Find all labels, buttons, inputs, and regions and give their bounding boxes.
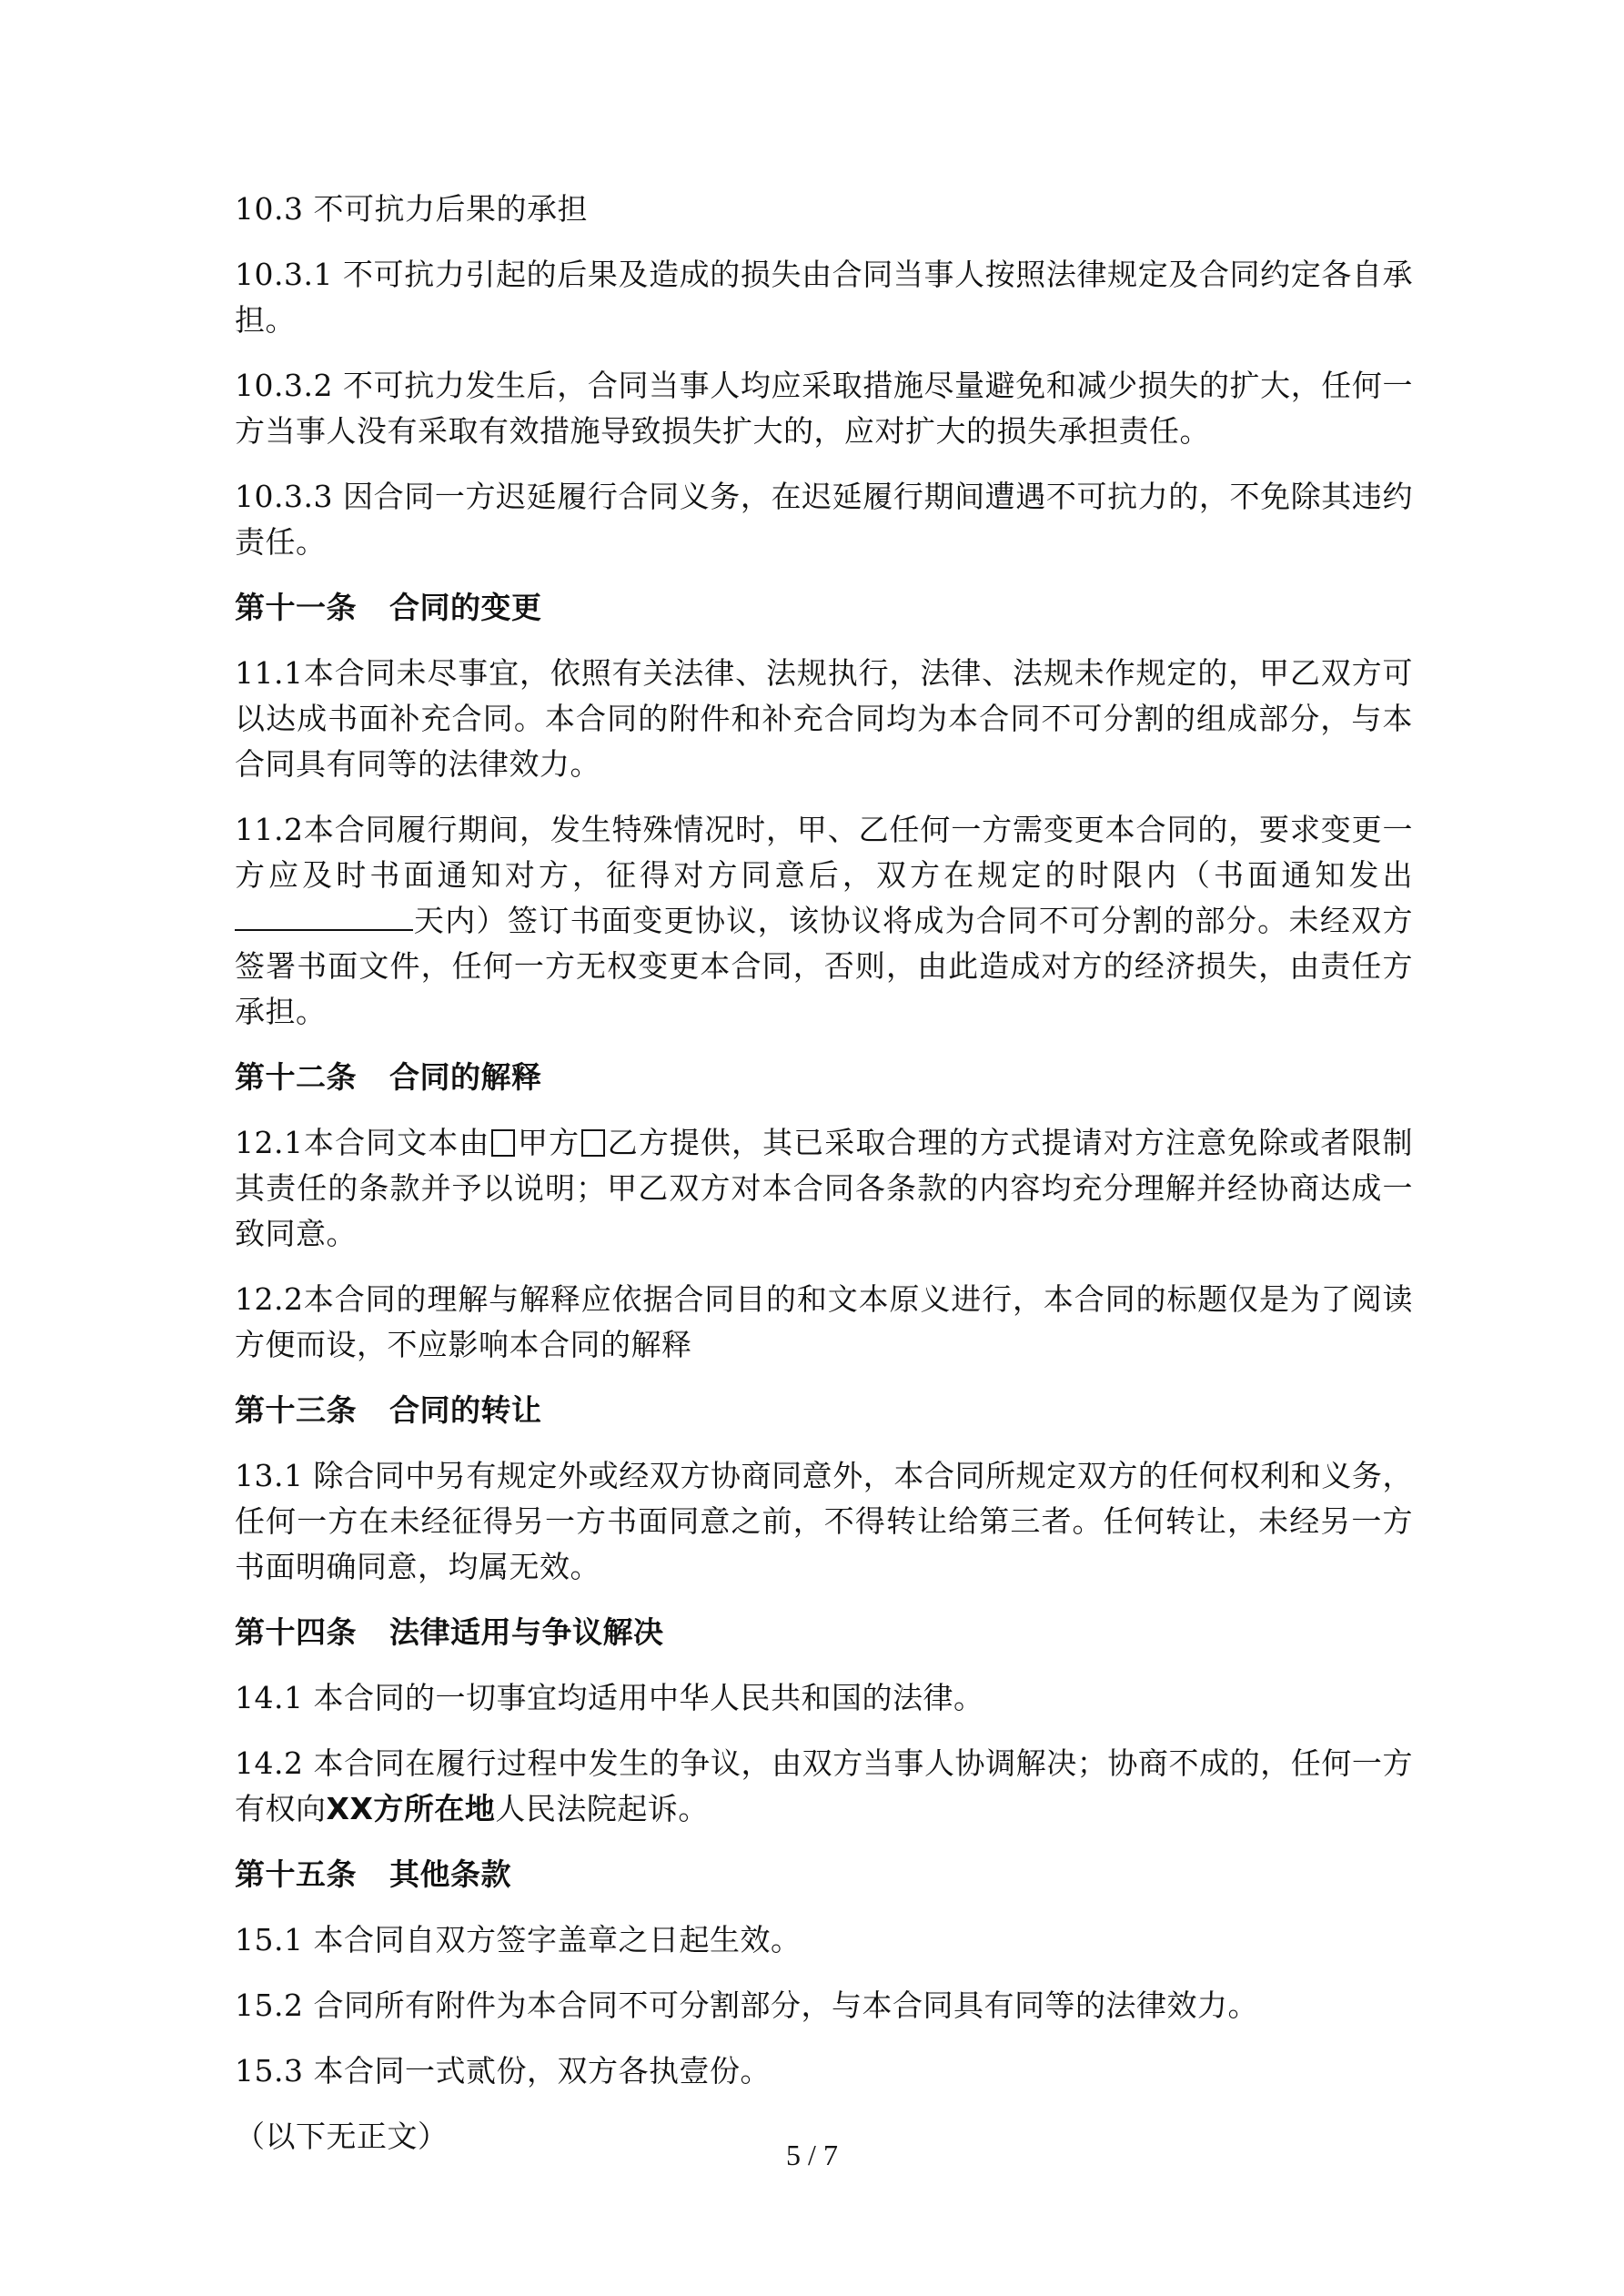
clause-14-2-part-a: 14.2 本合同在履行过程中发生的争议，由双方当事人协调解决；协商不成的，任何一方有权向 [235, 1745, 1413, 1826]
clause-10-3-3: 10.3.3 因合同一方迟延履行合同义务，在迟延履行期间遭遇不可抗力的，不免除其违约责任。 [235, 479, 1413, 560]
article-12-heading [235, 1055, 1413, 1100]
article-12-title: 合同的解释 [389, 1059, 542, 1095]
article-14-title: 法律适用与争议解决 [389, 1614, 664, 1650]
clause-12-1-part-c: 乙方提供，其已采取合理的方式提请对方注意免除或者限制其责任的条款并予以说明；甲乙双方对本合同各条款的内容均充分理解并经协商达成一致同意。 [235, 1125, 1414, 1251]
clause-11-2 [235, 807, 1413, 1035]
article-13-number: 第十三条 [235, 1392, 357, 1428]
article-11-number: 第十一条 [235, 590, 357, 625]
clause-13-1: 13.1 除合同中另有规定外或经双方协商同意外，本合同所规定双方的任何权利和义务，任何一方在未经征得另一方书面同意之前，不得转让给第三者。任何转让，未经另一方书面明确同意，均属无效。 [235, 1458, 1413, 1584]
clause-15-1: 15.1 本合同自双方签字盖章之日起生效。 [235, 1922, 802, 1957]
article-12-number: 第十二条 [235, 1059, 357, 1095]
article-11-title: 合同的变更 [389, 590, 542, 625]
end-note: （以下无正文） [235, 2119, 449, 2154]
clause-11-2-after: 天内）签订书面变更协议，该协议将成为合同不可分割的部分。未经双方签署书面文件，任何一方无权变更本合同，否则，由此造成对方的经济损失，由责任方承担。 [235, 903, 1413, 1029]
article-15-number: 第十五条 [235, 1856, 357, 1892]
article-14-heading [235, 1610, 1413, 1655]
article-15-heading [235, 1852, 1413, 1897]
document-body [235, 187, 1413, 2180]
article-14-number: 第十四条 [235, 1614, 357, 1650]
article-11-heading [235, 585, 1413, 631]
clause-15-3: 15.3 本合同一式贰份，双方各执壹份。 [235, 2053, 771, 2089]
party-b-checkbox[interactable] [581, 1129, 605, 1157]
clause-14-1: 14.1 本合同的一切事宜均适用中华人民共和国的法律。 [235, 1680, 984, 1715]
clause-10-3-2: 10.3.2 不可抗力发生后，合同当事人均应采取措施尽量避免和减少损失的扩大，任何一方当事人没有采取有效措施导致损失扩大的，应对扩大的损失承担责任。 [235, 368, 1413, 449]
clause-15-2: 15.2 合同所有附件为本合同不可分割部分，与本合同具有同等的法律效力。 [235, 1988, 1258, 2023]
article-13-heading [235, 1388, 1413, 1433]
clause-12-1-party-a: 甲方 [517, 1125, 580, 1160]
party-a-checkbox[interactable] [491, 1129, 515, 1157]
page-number: 5 / 7 [786, 2139, 838, 2171]
days-blank-field[interactable] [235, 902, 413, 931]
clause-12-1 [235, 1120, 1413, 1257]
clause-11-1: 11.1本合同未尽事宜，依照有关法律、法规执行，法律、法规未作规定的，甲乙双方可以达成书面补充合同。本合同的附件和补充合同均为本合同不可分割的组成部分，与本合同具有同等的法律效力。 [235, 655, 1413, 782]
clause-14-2-part-c: 人民法院起诉。 [495, 1791, 709, 1826]
clause-10-3-1: 10.3.1 不可抗力引起的后果及造成的损失由合同当事人按照法律规定及合同约定各自承担。 [235, 257, 1413, 338]
clause-12-1-part-a: 12.1本合同文本由 [235, 1125, 490, 1160]
clause-12-2: 12.2本合同的理解与解释应依据合同目的和文本原义进行，本合同的标题仅是为了阅读方便而设，不应影响本合同的解释 [235, 1281, 1413, 1362]
article-13-title: 合同的转让 [389, 1392, 542, 1428]
clause-10-3: 10.3 不可抗力后果的承担 [235, 191, 588, 227]
article-15-title: 其他条款 [389, 1856, 511, 1892]
court-location: XX方所在地 [326, 1791, 496, 1826]
clause-14-2 [235, 1741, 1413, 1832]
clause-11-2-before: 11.2本合同履行期间，发生特殊情况时，甲、乙任何一方需变更本合同的，要求变更一方应及时书面通知对方，征得对方同意后，双方在规定的时限内（书面通知发出 [235, 812, 1413, 893]
